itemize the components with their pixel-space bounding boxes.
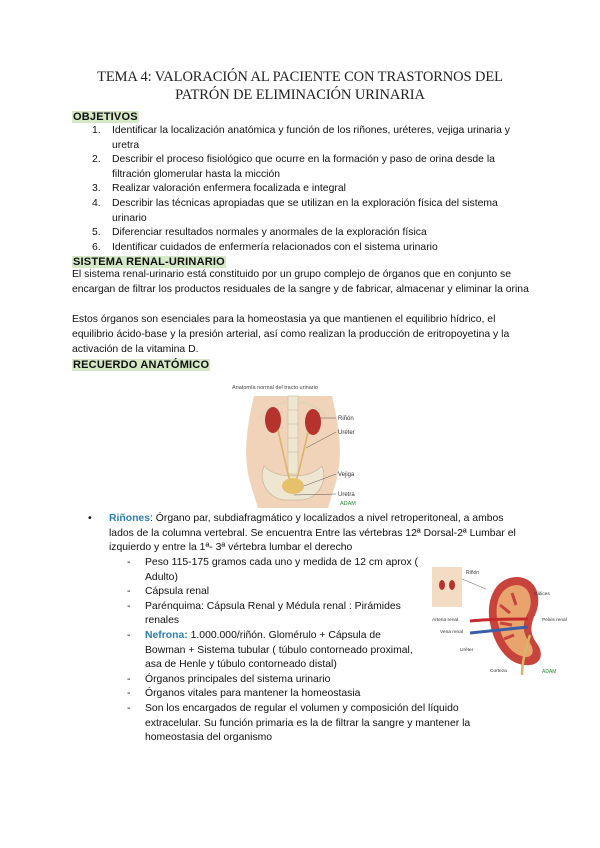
fig2-label-arteria: Arteria renal	[432, 618, 459, 623]
label-rinon: Riñón	[338, 416, 354, 422]
sublist-item: - Órganos principales del sistema urinario	[127, 673, 331, 685]
document-title	[60, 68, 540, 104]
objetivos-heading: OBJETIVOS	[73, 111, 138, 123]
adam-logo-2: ADAM	[542, 669, 557, 675]
objetivo-item: 5. Diferenciar resultados normales y anormales de la exploración física	[92, 227, 427, 239]
sistema-heading: SISTEMA RENAL-URINARIO	[73, 256, 225, 268]
fig2-label-vena: Vena renal	[440, 630, 463, 635]
objetivo-item: 2. Describir el proceso fisiológico que ocurre en la formación y paso de orina desde la filtración glomerular hasta la micción	[92, 154, 495, 180]
rinones-sublist	[127, 556, 470, 746]
kidney-section-figure	[430, 565, 567, 675]
rinones-term: Riñones	[109, 513, 150, 524]
label-vejiga: Vejiga	[338, 472, 355, 478]
rinones-section	[88, 512, 528, 556]
objetivo-item: 1. Identificar la localización anatómica y función de los riñones, uréteres, vejiga urinaria y uretra	[92, 125, 510, 151]
sublist-item: - Nefrona: 1.000.000/riñón. Glomérulo + Cápsula de Bowman + Sistema tubular ( túbulo contorneado proximal, asa de Henle y túbulo contorneado distal)	[127, 629, 413, 671]
rinones-bullet: • Riñones: Órgano par, subdiafragmático y localizados a nivel retroperitoneal, a ambos lados de la columna vertebral. Se encuentra Entre las vértebras 12ª Dorsal-2ª Lumbar el izquierdo y entre la 1ª- 3ª vértebra lumbar el derecho	[88, 513, 516, 554]
label-uretra: Uretra	[338, 492, 355, 498]
fig2-label-corteza: Corteza	[490, 669, 507, 674]
sublist-item: - Son los encargados de regular el volumen y composición del líquido extracelular. Su función primaria es la de filtrar la sangre y mantener la homeostasia del organismo	[127, 702, 471, 744]
adam-logo: ADAM	[340, 501, 356, 507]
sistema-paragraph-2: Estos órganos son esenciales para la homeostasia ya que mantienen el equilibrio hídrico, el equilibrio ácido-base y la presión arterial, así como realizan la producción de eritropoyetina y la activación de la vitamina D.	[72, 314, 510, 355]
label-ureter: Uréter	[338, 430, 355, 436]
fig2-label-caliz: Cálices	[534, 592, 550, 597]
objetivo-item: 3. Realizar valoración enfermera focalizada e integral	[92, 183, 346, 195]
sistema-paragraph-1: El sistema renal-urinario está constituido por un grupo complejo de órganos que en conjunto se encargan de filtrar los productos residuales de la sangre y de fabricar, almacenar y eliminar la orina	[72, 269, 529, 295]
sublist-item: - Órganos vitales para mantener la homeostasia	[127, 688, 361, 700]
objetivo-item: 4. Describir las técnicas apropiadas que se utilizan en la exploración física del sistema urinario	[92, 197, 498, 224]
title-line-1: TEMA 4: VALORACIÓN AL PACIENTE CON TRASTORNOS DEL	[97, 69, 503, 85]
fig2-label-ureter: Uréter	[460, 648, 474, 653]
sublist-item: - Cápsula renal	[127, 586, 210, 598]
sublist-item: - Parénquima: Cápsula Renal y Médula renal : Pirámides renales	[127, 600, 401, 627]
objetivos-list	[92, 124, 532, 255]
urinary-tract-figure	[228, 382, 380, 508]
figure1-title: Anatomía normal del tracto urinario	[232, 385, 318, 391]
sublist-item: - Peso 115-175 gramos cada uno y medida de 12 cm aprox ( Adulto)	[127, 557, 419, 583]
nefrona-term: Nefrona:	[145, 629, 188, 641]
title-line-2: PATRÓN DE ELIMINACIÓN URINARIA	[175, 87, 425, 103]
objetivo-item: 6. Identificar cuidados de enfermería relacionados con el sistema urinario	[92, 241, 438, 253]
recuerdo-heading: RECUERDO ANATÓMICO	[73, 359, 210, 371]
fig2-label-rinon: Riñón	[466, 570, 480, 576]
fig2-label-pelvis: Pelvis renal	[542, 618, 567, 623]
